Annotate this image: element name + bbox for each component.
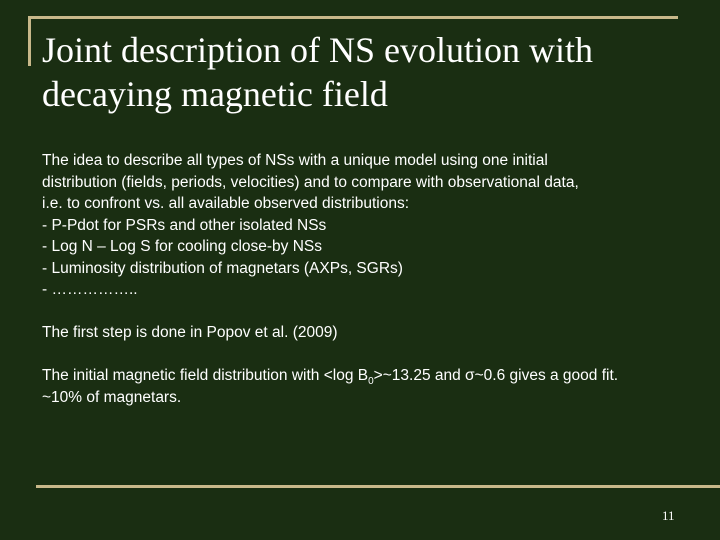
slide-title-line-2: decaying magnetic field [42,74,388,114]
field-text-suffix: >~13.25 and σ~0.6 gives a good fit. [373,367,619,384]
spacer [42,344,716,366]
bullet-item: - Luminosity distribution of magnetars (AXPs, SGRs) [42,259,403,277]
field-distribution-text [42,365,716,387]
bullet-item: - …………….. [42,281,138,298]
intro-line: i.e. to confront vs. all available observed distributions: [42,195,410,212]
intro-line: The idea to describe all types of NSs with a unique model using one initial [42,152,548,169]
first-step-text: The first step is done in Popov et al. (2009) [42,324,338,341]
frame-bottom-rule [36,485,720,488]
bullet-item: - P-Pdot for PSRs and other isolated NSs [42,216,327,234]
intro-line: distribution (fields, periods, velocities) and to compare with observational data, [42,173,579,191]
slide-title-line-1: Joint description of NS evolution with [42,30,593,70]
spacer [42,301,716,323]
magnetars-text: ~10% of magnetars. [42,388,182,406]
frame-top-rule [28,16,678,19]
field-text-prefix: The initial magnetic field distribution with <log B [42,367,369,384]
bullet-item: - Log N – Log S for cooling close-by NSs [42,238,322,255]
frame-left-rule [28,16,31,66]
slide-body [42,150,716,408]
field-text-subscript: 0 [368,376,374,388]
slide-title [42,28,702,116]
page-number: 11 [662,508,675,523]
